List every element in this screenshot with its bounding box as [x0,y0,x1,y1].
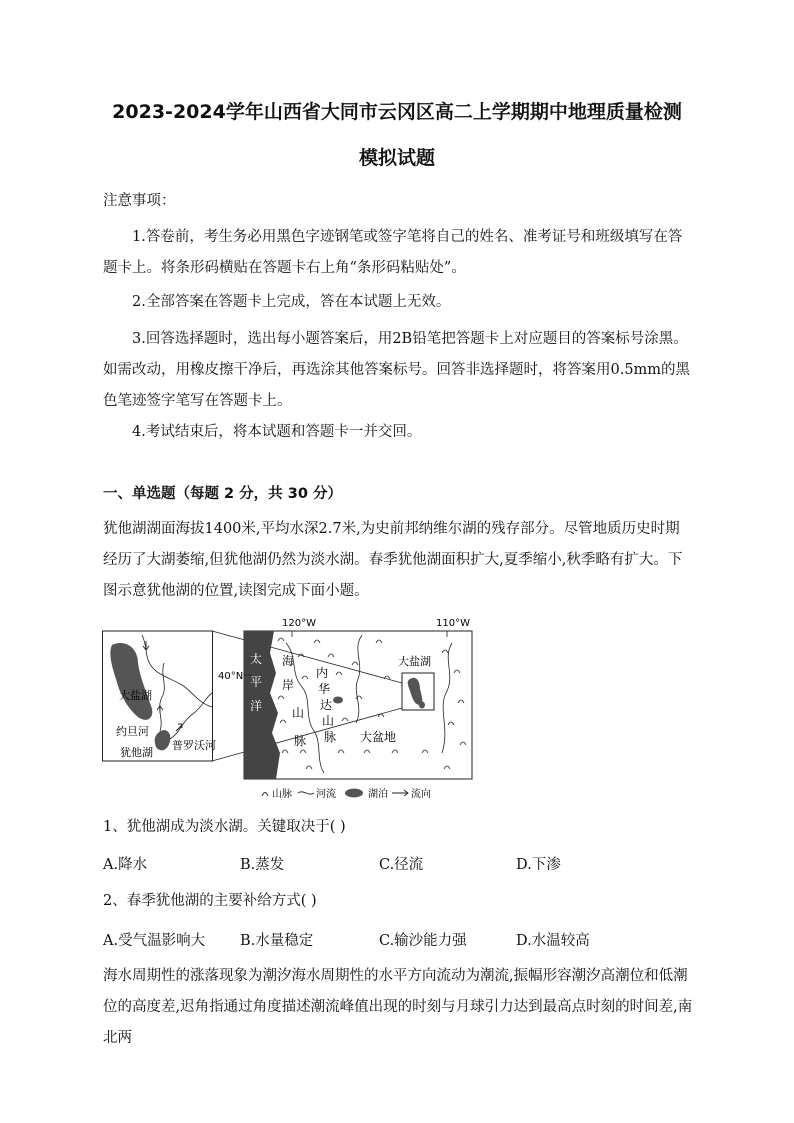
inset-provo-river [170,693,212,739]
provo-river-label: 普罗沃河 [172,739,216,752]
legend-river-label: 河流 [316,789,336,800]
section-heading: 一、单选题（每题 2 分，共 30 分） [103,486,342,502]
mountain-symbols [278,638,466,769]
q2-option-b[interactable]: B.水量稳定 [240,933,314,949]
inset-river [142,635,212,707]
page-subtitle: 模拟试题 [358,147,435,169]
main-great-salt-lake [408,678,423,705]
passage-tides: 海水周期性的涨落现象为潮汐海水周期性的水平方向流动为潮流,振幅形容潮汐高潮位和低潮位的高度差,迟角指通过角度描述潮流峰值出现的时刻与月球引力达到最高点时刻的时间差,南北两 [103,968,693,1046]
inset-jordan-river [160,663,165,731]
legend-lake-icon [345,789,363,798]
question-1-options [103,853,693,877]
sierra-label-5: 脉 [324,730,337,744]
legend-flow-label: 流向 [411,789,431,800]
coast-range-label-2: 岸 [282,678,295,692]
great-basin-label: 大盆地 [360,730,397,744]
great-salt-lake-label: 大盐湖 [398,655,431,668]
pacific-label-1: 太 [250,652,263,666]
jordan-river-label: 约旦河 [116,725,149,738]
notice-item-3: 3.回答选择题时，选出每小题答案后，用2B铅笔把答题卡上对应题目的答案标号涂黑。如需改动，用橡皮擦干净后，再选涂其他答案标号。回答非选择题时，将答案用0.5mm的黑色笔迹签字笔写在答题卡上。 [103,331,691,409]
q1-option-c[interactable]: C.径流 [379,857,424,873]
sierra-label-4: 山 [322,714,335,728]
map-svg [102,613,480,803]
page-title: 2023-2024学年山西省大同市云冈区高二上学期期中地理质量检测 [112,101,682,123]
flow-arrow [157,706,163,713]
main-river [356,635,362,723]
sierra-label-1: 内 [316,666,329,680]
notice-heading: 注意事项： [103,193,176,209]
legend-mountain-label: 山脉 [272,789,292,800]
lat-40-label: 40°N [218,671,244,682]
utah-lake-map [102,613,480,803]
q1-option-d[interactable]: D.下渗 [516,857,561,873]
passage-utah-lake: 犹他湖湖面海拔1400米,平均水深2.7米,为史前邦纳维尔湖的残存部分。尽管地质历史时期经历了大湖萎缩,但犹他湖仍然为淡水湖。春季犹他湖面积扩大,夏季缩小,秋季略有扩大。下图示意犹他湖的位置,读图完成下面小题。 [103,521,683,599]
coast-range-label-1: 海 [282,654,295,668]
notice-item-1: 1.答卷前，考生务必用黑色字迹钢笔或签字笔将自己的姓名、准考证号和班级填写在答题卡上。将条形码横贴在答题卡右上角“条形码粘贴处”。 [103,229,683,276]
inset-great-salt-lake [110,643,152,720]
q2-option-c[interactable]: C.输沙能力强 [379,933,467,949]
legend-lake-label: 湖泊 [368,789,388,800]
question-2-stem: 2、春季犹他湖的主要补给方式( ) [103,893,317,909]
main-lake [333,697,343,704]
lon-120-label: 120°W [282,618,316,629]
main-utah-lake [419,702,425,709]
sierra-label-3: 达 [320,698,333,712]
notice-item-4: 4.考试结束后，将本试题和答题卡一并交回。 [132,424,422,440]
sierra-label-2: 华 [318,682,331,696]
q1-option-a[interactable]: A.降水 [103,857,148,873]
inset-great-salt-lake-label: 大盐湖 [119,689,152,702]
notice-item-2: 2.全部答案在答题卡上完成，答在本试题上无效。 [132,294,451,310]
q1-option-b[interactable]: B.蒸发 [240,857,285,873]
legend-river-icon [298,792,314,794]
lon-110-label: 110°W [436,618,470,629]
question-2-options [103,929,693,953]
inset-utah-lake [155,730,171,750]
pacific-label-3: 洋 [250,699,263,713]
coast-range-label-3: 山 [292,706,305,720]
question-1-stem: 1、犹他湖成为淡水湖。关键取决于( ) [103,819,346,835]
legend-flow-arrow-icon [392,790,408,796]
pacific-label-2: 平 [250,675,263,689]
q2-option-d[interactable]: D.水温较高 [516,933,590,949]
flow-arrow [143,641,149,650]
q2-option-a[interactable]: A.受气温影响大 [103,933,206,949]
utah-lake-label: 犹他湖 [120,746,153,759]
legend-mountain-icon [262,793,268,797]
main-river [442,643,452,753]
coast-range-label-4: 脉 [294,734,307,748]
